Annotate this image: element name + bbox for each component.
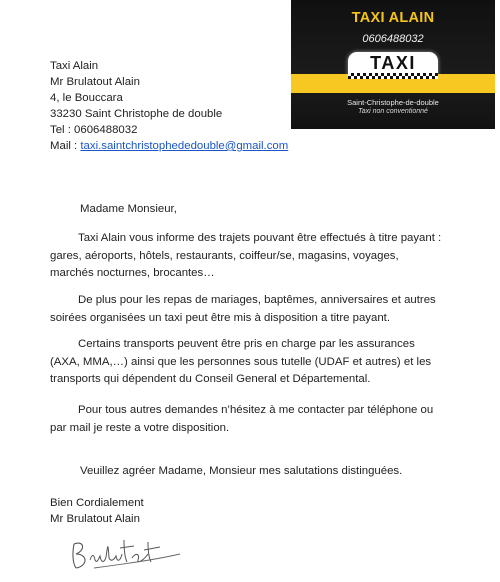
city-line: 33230 Saint Christophe de double [50, 108, 223, 120]
greeting: Madame Monsieur, [80, 203, 177, 215]
paragraph-insurance: Certains transports peuvent être pris en charge par les assurances (AXA, MMA,…) ainsi que les personnes sous tutelle (UDAF et autres) et les transports qui dépendent du Conseil General et Départemental. [50, 338, 432, 385]
card-title: TAXI ALAIN [351, 10, 435, 26]
regards: Bien Cordialement [50, 497, 144, 509]
card-subtitle: Taxi non conventionné [358, 108, 428, 115]
street-address: 4, le Bouccara [50, 92, 123, 104]
handwritten-signature [64, 524, 184, 572]
taxi-business-card [291, 0, 495, 129]
closing-formula: Veuillez agréer Madame, Monsieur mes salutations distinguées. [80, 465, 403, 477]
paragraph-destinations: Taxi Alain vous informe des trajets pouvant être effectués à titre payant : gares, aéroports, hôtels, restaurants, coiffeur/se, magasins, voyages, marchés nocturnes, brocantes… [50, 232, 442, 279]
taxi-sign-text: TAXI [370, 53, 416, 73]
checkered-pattern [348, 73, 438, 79]
paragraph-contact: Pour tous autres demandes n’hésitez à me contacter par téléphone ou par mail je reste a votre disposition. [50, 404, 434, 434]
signatory-name: Mr Brulatout Alain [50, 513, 140, 525]
paragraph-events: De plus pour les repas de mariages, baptêmes, anniversaires et autres soirées organisées un taxi peut être mis à disposition a titre payant. [50, 294, 436, 324]
mail-line [50, 138, 288, 154]
sender-name: Mr Brulatout Alain [50, 76, 140, 88]
company-name: Taxi Alain [50, 60, 99, 72]
card-phone: 0606488032 [362, 33, 424, 45]
sender-address [50, 58, 288, 154]
phone-line: Tel : 0606488032 [50, 124, 138, 136]
email-link[interactable]: taxi.saintchristophededouble@gmail.com [80, 140, 289, 152]
card-locality: Saint-Christophe-de-double [347, 98, 439, 107]
mail-label: Mail : [50, 140, 81, 152]
